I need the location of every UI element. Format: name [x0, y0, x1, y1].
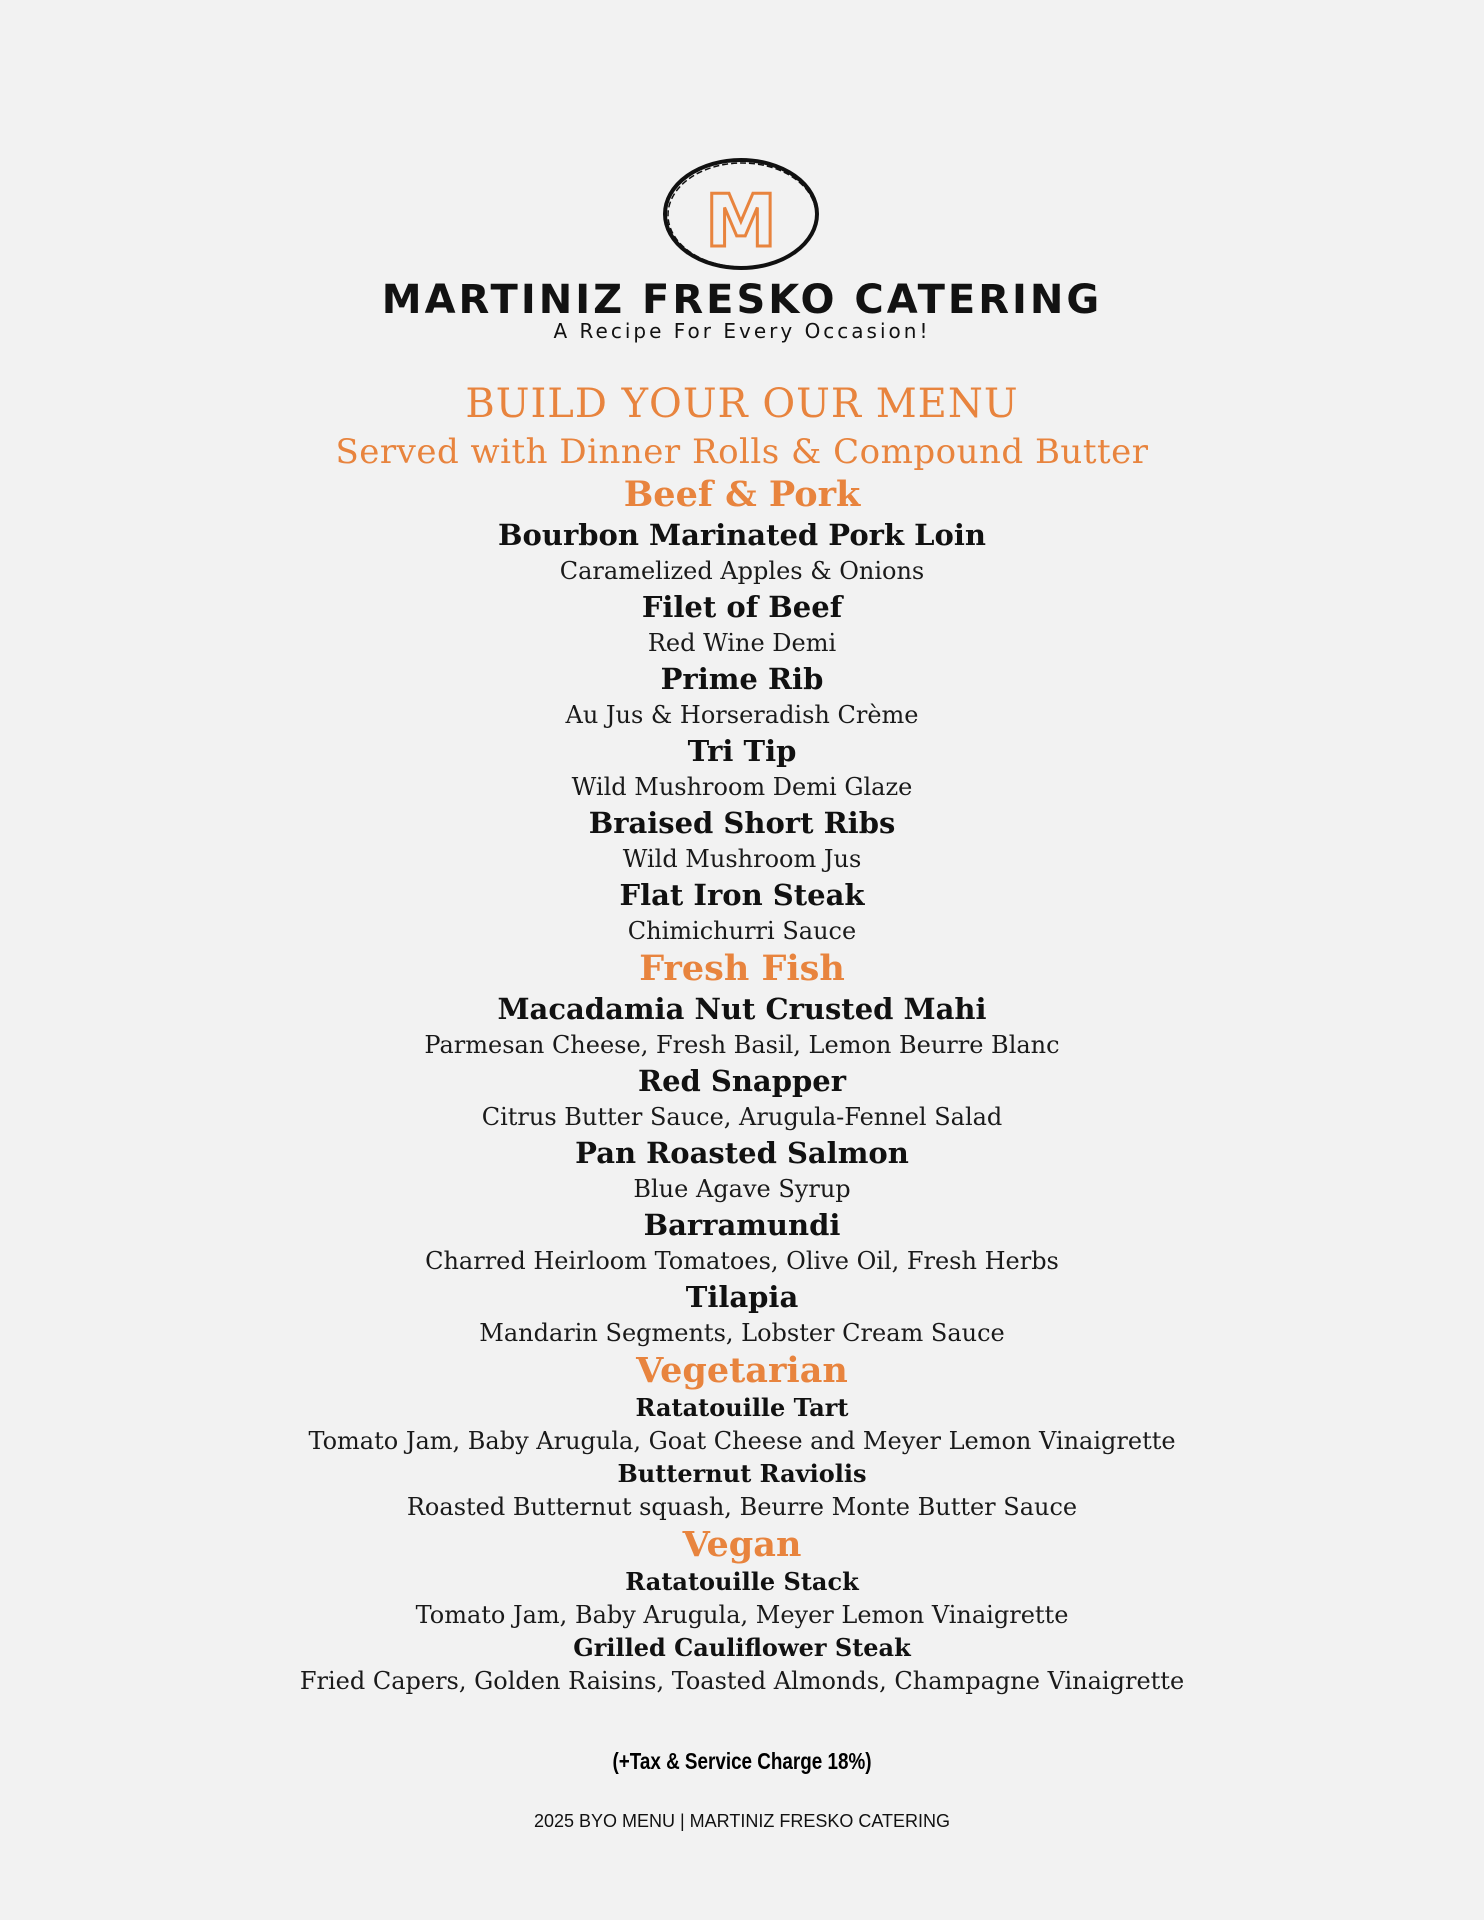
dish-name: Red Snapper	[637, 1064, 847, 1098]
dish-description: Citrus Butter Sauce, Arugula-Fennel Salad	[481, 1103, 1003, 1131]
section-heading: Fresh Fish	[639, 948, 845, 989]
menu-subtitle: Served with Dinner Rolls & Compound Butter	[335, 432, 1149, 472]
logo-letter: M	[705, 179, 777, 263]
dish-description: Tomato Jam, Baby Arugula, Meyer Lemon Vinaigrette	[415, 1601, 1069, 1629]
dish-name: Flat Iron Steak	[619, 878, 865, 912]
dish-name: Pan Roasted Salmon	[575, 1136, 909, 1170]
page-footer: 2025 BYO MENU | MARTINIZ FRESKO CATERING	[533, 1811, 951, 1831]
dish-name: Tri Tip	[687, 734, 797, 768]
section-vegetarian	[0, 1350, 1484, 1524]
dish-description: Fried Capers, Golden Raisins, Toasted Almonds, Champagne Vinaigrette	[299, 1667, 1185, 1695]
brand-tagline: A Recipe For Every Occasion!	[553, 319, 931, 343]
dish-name: Macadamia Nut Crusted Mahi	[497, 992, 987, 1026]
dish-name: Ratatouille Stack	[625, 1567, 859, 1596]
menu-content	[0, 378, 1484, 1698]
dish-description: Au Jus & Horseradish Crème	[565, 701, 919, 729]
dish-name: Barramundi	[643, 1208, 841, 1242]
section-beef-pork	[0, 474, 1484, 948]
dish-description: Charred Heirloom Tomatoes, Olive Oil, Fresh Herbs	[425, 1247, 1059, 1275]
dish-name: Filet of Beef	[641, 590, 843, 624]
logo-circle-icon	[659, 154, 823, 274]
section-heading: Vegan	[682, 1524, 802, 1565]
dish-name: Grilled Cauliflower Steak	[573, 1633, 911, 1662]
dish-description: Roasted Butternut squash, Beurre Monte Butter Sauce	[406, 1493, 1078, 1521]
section-vegan	[0, 1524, 1484, 1698]
dish-name: Braised Short Ribs	[588, 806, 896, 840]
dish-name: Prime Rib	[660, 662, 824, 696]
dish-description: Red Wine Demi	[647, 629, 837, 657]
dish-description: Parmesan Cheese, Fresh Basil, Lemon Beurre Blanc	[424, 1031, 1060, 1059]
tax-service-note: (+Tax & Service Charge 18%)	[612, 1748, 872, 1774]
dish-name: Ratatouille Tart	[635, 1393, 849, 1422]
dish-description: Blue Agave Syrup	[633, 1175, 851, 1203]
dish-name: Butternut Raviolis	[617, 1459, 867, 1488]
dish-name: Tilapia	[685, 1280, 799, 1314]
dish-description: Mandarin Segments, Lobster Cream Sauce	[479, 1319, 1005, 1347]
dish-description: Chimichurri Sauce	[627, 917, 857, 945]
menu-title: BUILD YOUR OUR MENU	[465, 381, 1019, 427]
section-fresh-fish	[0, 948, 1484, 1350]
dish-description: Wild Mushroom Demi Glaze	[571, 773, 913, 801]
section-heading: Beef & Pork	[623, 474, 861, 515]
dish-description: Caramelized Apples & Onions	[559, 557, 925, 585]
dish-description: Wild Mushroom Jus	[622, 845, 862, 873]
dish-name: Bourbon Marinated Pork Loin	[498, 518, 986, 552]
dish-description: Tomato Jam, Baby Arugula, Goat Cheese and Meyer Lemon Vinaigrette	[308, 1427, 1176, 1455]
section-heading: Vegetarian	[636, 1350, 848, 1391]
brand-name: MARTINIZ FRESKO CATERING	[381, 277, 1103, 323]
brand-logo	[659, 154, 823, 274]
